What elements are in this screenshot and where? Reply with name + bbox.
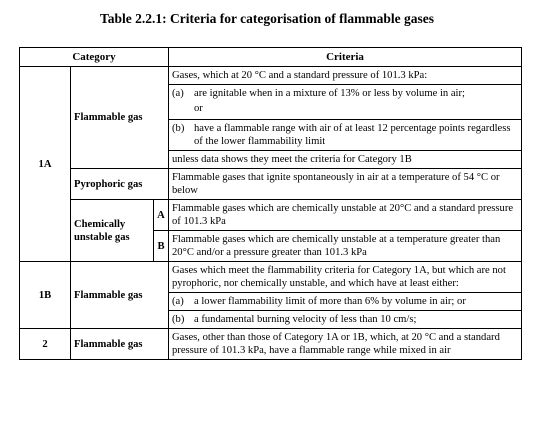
- criteria-1a-a: [172, 87, 518, 100]
- row-1b: [20, 262, 522, 329]
- criteria-1b-b-tag: (b): [172, 314, 185, 325]
- row-1a-chem-a: [20, 200, 522, 231]
- criteria-1a-b-tag: (b): [172, 123, 185, 134]
- criteria-1a-pyrophoric: Flammable gases that ignite spontaneously in air at a temperature of 54 °C or below: [169, 169, 522, 200]
- criteria-1a-b: [172, 122, 518, 148]
- name-1a-chemically-unstable: Chemically unstable gas: [71, 200, 154, 262]
- criteria-1a-chem-a: Flammable gases which are chemically unstable at 20°C and a standard pressure of 101.3 kPa: [169, 200, 522, 231]
- criteria-1a-chem-b: Flammable gases which are chemically unstable at a temperature greater than 20°C and/or a pressure greater than 101.3 kPa: [169, 231, 522, 262]
- sub-label-a: A: [154, 200, 169, 231]
- category-1b: 1B: [20, 262, 71, 329]
- criteria-1b-b-block: [169, 310, 521, 328]
- criteria-1b-b: [172, 313, 518, 326]
- row-1a-flammable: [20, 67, 522, 169]
- row-1a-pyrophoric: [20, 169, 522, 200]
- sub-label-b: B: [154, 231, 169, 262]
- category-2: 2: [20, 329, 71, 360]
- criteria-1a-flammable: [169, 67, 522, 169]
- criteria-1a-unless-block: [169, 150, 521, 168]
- row-2: [20, 329, 522, 360]
- header-criteria: Criteria: [169, 48, 522, 67]
- criteria-1a-b-text: have a flammable range with air of at least 12 percentage points regardless of the lower flammability limit: [194, 123, 511, 147]
- name-1a-flammable: Flammable gas: [71, 67, 169, 169]
- criteria-1a-unless: unless data shows they meet the criteria for Category 1B: [172, 154, 412, 165]
- criteria-1b-b-text: a fundamental burning velocity of less than 10 cm/s;: [194, 314, 417, 325]
- criteria-1b: [169, 262, 522, 329]
- name-1a-pyrophoric: Pyrophoric gas: [71, 169, 169, 200]
- criteria-1b-a-block: [169, 292, 521, 310]
- criteria-1a-a-block: [169, 84, 521, 119]
- name-1b-flammable: Flammable gas: [71, 262, 169, 329]
- criteria-1b-a-tag: (a): [172, 296, 184, 307]
- criteria-1a-a-tag: (a): [172, 88, 184, 99]
- criteria-table: [19, 47, 522, 360]
- criteria-1b-a: [172, 295, 518, 308]
- criteria-1a-intro: Gases, which at 20 °C and a standard pressure of 101.3 kPa:: [172, 70, 428, 81]
- criteria-1a-a-text: are ignitable when in a mixture of 13% or less by volume in air;: [194, 88, 465, 99]
- criteria-2: Gases, other than those of Category 1A or 1B, which, at 20 °C and a standard pressure of 101.3 kPa, have a flammable range while mixed in air: [169, 329, 522, 360]
- header-category: Category: [20, 48, 169, 67]
- table-title: Table 2.2.1: Criteria for categorisation of flammable gases: [99, 11, 435, 26]
- criteria-1b-intro: Gases which meet the flammability criteria for Category 1A, but which are not pyrophoric, nor chemically unstable, and which have at least either:: [172, 265, 506, 289]
- header-row: [20, 48, 522, 67]
- name-2-flammable: Flammable gas: [71, 329, 169, 360]
- criteria-1a-b-block: [169, 119, 521, 150]
- criteria-1a-or: or: [194, 103, 203, 114]
- criteria-1b-a-text: a lower flammability limit of more than 6% by volume in air; or: [194, 296, 466, 307]
- category-1a: 1A: [20, 67, 71, 262]
